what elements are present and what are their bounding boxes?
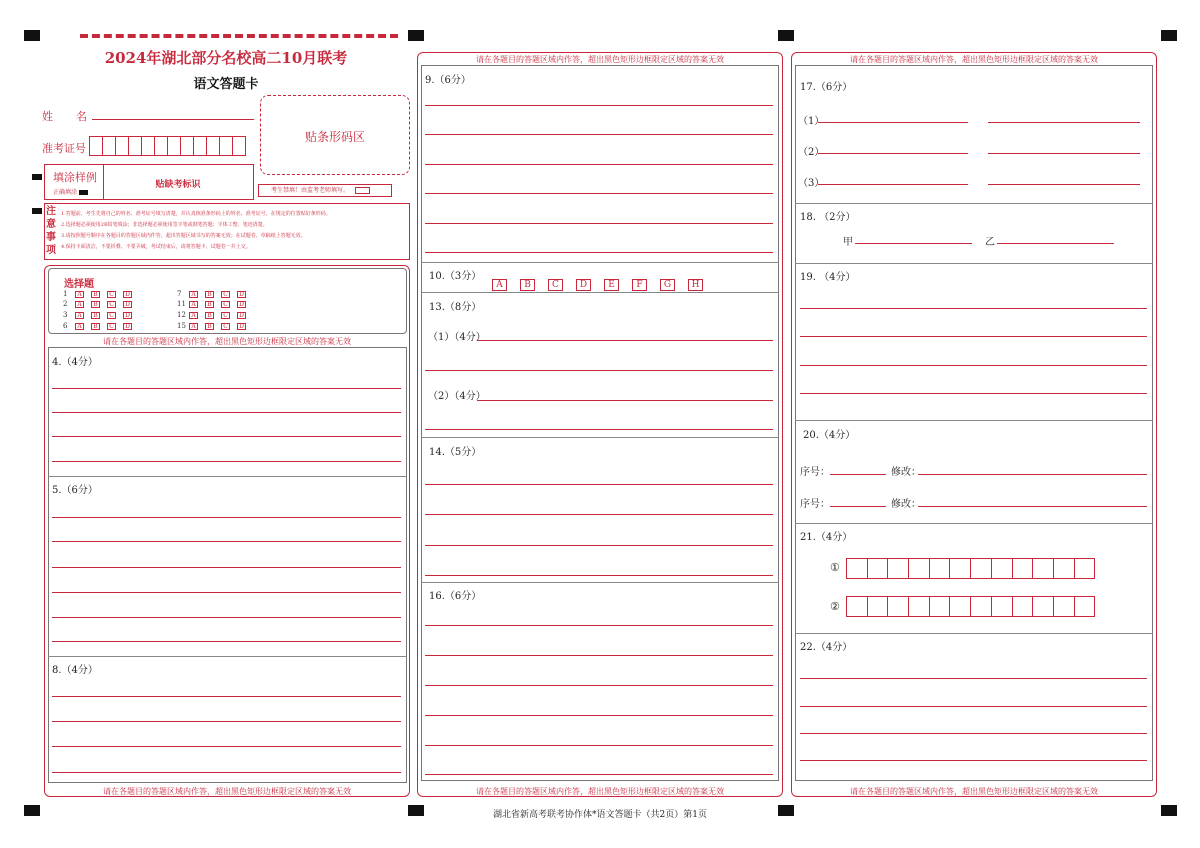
answer-line[interactable]: [425, 715, 773, 716]
section-divider: [421, 582, 779, 583]
choice-option-a[interactable]: A: [189, 291, 198, 298]
answer-line[interactable]: [52, 696, 401, 697]
answer-line[interactable]: [425, 685, 773, 686]
answer-line[interactable]: [988, 122, 1140, 123]
choice-option-b[interactable]: B: [205, 301, 214, 308]
choice-row[interactable]: 1 A B C D: [63, 290, 139, 298]
answer-grid-cell[interactable]: [1074, 596, 1096, 617]
side-mark: [32, 208, 42, 214]
answer-grid-cell[interactable]: [908, 596, 930, 617]
answer-line[interactable]: [997, 243, 1114, 244]
answer-grid-cell[interactable]: [1053, 596, 1075, 617]
name-input-line[interactable]: [92, 119, 254, 120]
answer-line[interactable]: [52, 388, 401, 389]
section-divider: [795, 633, 1153, 634]
col3-answer-box: [795, 65, 1153, 781]
answer-line[interactable]: [425, 575, 773, 576]
choice-option-b[interactable]: B: [91, 301, 100, 308]
boundary-warning: 请在各题目的答题区域内作答，超出黑色矩形边框限定区域的答案无效: [103, 337, 351, 346]
answer-grid-cell[interactable]: [867, 596, 889, 617]
q21-item-2: ②: [830, 600, 840, 613]
answer-line[interactable]: [52, 461, 401, 462]
barcode-label: 贴条形码区: [304, 130, 365, 144]
id-label: 准考证号: [42, 142, 86, 155]
answer-line[interactable]: [425, 774, 773, 775]
fill-example-label: 填涂样例: [53, 171, 97, 184]
section-divider: [795, 523, 1153, 524]
answer-grid-cell[interactable]: [970, 558, 992, 579]
q17-item-3: （3）: [798, 178, 825, 189]
id-digit-cell[interactable]: [167, 136, 181, 156]
answer-grid-cell[interactable]: [867, 558, 889, 579]
answer-line[interactable]: [425, 545, 773, 546]
choice-option-a[interactable]: A: [75, 301, 84, 308]
choice-option-c[interactable]: C: [107, 323, 116, 330]
q17-item-1: （1）: [798, 116, 825, 127]
q17-item-2: （2）: [798, 147, 825, 158]
answer-line[interactable]: [818, 153, 968, 154]
alignment-mark: [24, 30, 40, 41]
answer-line[interactable]: [988, 184, 1140, 185]
answer-line[interactable]: [800, 733, 1147, 734]
choice-option-a[interactable]: A: [75, 291, 84, 298]
q10-options[interactable]: [492, 272, 716, 291]
answer-grid-cell[interactable]: [887, 596, 909, 617]
id-digit-cell[interactable]: [154, 136, 168, 156]
answer-grid-cell[interactable]: [991, 558, 1013, 579]
answer-line[interactable]: [425, 370, 773, 371]
answer-line[interactable]: [918, 506, 1147, 507]
answer-line[interactable]: [425, 429, 773, 430]
q13-2-label: （2）（4分）: [428, 391, 486, 402]
section-divider: [795, 203, 1153, 204]
choice-row[interactable]: 15 A B C D: [177, 322, 253, 330]
id-digit-cell[interactable]: [180, 136, 194, 156]
choice-option-a[interactable]: A: [75, 312, 84, 319]
note-item: 4.保持卡面清洁，不要折叠、不要弄破，考试结束后，请将答题卡、试题卷一并上交。: [61, 244, 251, 250]
choice-option-d[interactable]: D: [123, 291, 132, 298]
choice-option-c[interactable]: C: [221, 312, 230, 319]
alignment-mark: [408, 30, 424, 41]
boundary-warning: 请在各题目的答题区域内作答，超出黑色矩形边框限定区域的答案无效: [850, 55, 1098, 64]
q21-item-1: ①: [830, 561, 840, 574]
answer-line[interactable]: [425, 514, 773, 515]
side-mark: [32, 174, 42, 180]
q14-title: 14.（5分）: [429, 447, 482, 458]
answer-grid-cell[interactable]: [1074, 558, 1096, 579]
choice-option-d[interactable]: D: [123, 301, 132, 308]
boundary-warning: 请在各题目的答题区域内作答，超出黑色矩形边框限定区域的答案无效: [850, 787, 1098, 796]
answer-line[interactable]: [830, 474, 886, 475]
answer-line[interactable]: [800, 706, 1147, 707]
answer-line[interactable]: [800, 365, 1147, 366]
answer-grid-cell[interactable]: [1053, 558, 1075, 579]
choice-option-b[interactable]: B: [91, 323, 100, 330]
choice-option-d[interactable]: D: [237, 323, 246, 330]
answer-line[interactable]: [425, 252, 773, 253]
q18-b-label: 乙: [985, 237, 995, 248]
answer-grid-cell[interactable]: [908, 558, 930, 579]
note-item: 3.请按照题号顺序在各题目的答题区域内作答，超出答题区域书写的答案无效；在试题卷、草稿纸上答题无效。: [61, 233, 306, 239]
notes-heading: 注 意 事 项: [46, 206, 56, 256]
id-digit-cell[interactable]: [219, 136, 233, 156]
answer-grid-cell[interactable]: [887, 558, 909, 579]
q19-title: 19. （4分）: [800, 272, 856, 283]
q10-option[interactable]: E: [604, 279, 619, 291]
q16-title: 16.（6分）: [429, 591, 482, 602]
answer-line[interactable]: [52, 617, 401, 618]
choice-option-d[interactable]: D: [123, 312, 132, 319]
alignment-mark: [1161, 805, 1177, 816]
q8-title: 8.（4分）: [52, 665, 98, 676]
q21-grid-1[interactable]: [847, 558, 1095, 579]
id-number-boxes[interactable]: [90, 136, 246, 156]
id-digit-cell[interactable]: [115, 136, 129, 156]
answer-grid-cell[interactable]: [949, 558, 971, 579]
q13-title: 13.（8分）: [429, 302, 482, 313]
answer-line[interactable]: [425, 655, 773, 656]
choice-option-a[interactable]: A: [189, 323, 198, 330]
id-digit-cell[interactable]: [232, 136, 246, 156]
answer-grid-cell[interactable]: [1032, 596, 1054, 617]
choice-option-c[interactable]: C: [221, 301, 230, 308]
col2-answer-box: [421, 65, 779, 781]
q18-a-label: 甲: [843, 237, 853, 248]
answer-line[interactable]: [800, 308, 1147, 309]
answer-grid-cell[interactable]: [991, 596, 1013, 617]
q10-option[interactable]: C: [548, 279, 563, 291]
answer-line[interactable]: [52, 772, 401, 773]
alignment-mark: [1161, 30, 1177, 41]
choice-option-a[interactable]: A: [75, 323, 84, 330]
answer-grid-cell[interactable]: [846, 558, 868, 579]
choice-option-b[interactable]: B: [205, 312, 214, 319]
note-item: 1.答题前，考生先将自己的姓名、准考证号填写清楚，并认真核准条形码上的姓名、准考证号，在规定的位置贴好条形码。: [61, 211, 331, 217]
choice-row[interactable]: 3 A B C D: [63, 311, 139, 319]
answer-grid-cell[interactable]: [1012, 558, 1034, 579]
q10-option[interactable]: F: [632, 279, 647, 291]
answer-line[interactable]: [52, 721, 401, 722]
q20-seq-label: 序号：: [800, 499, 830, 510]
fill-correct-label: 正确填涂: [53, 189, 78, 196]
answer-line[interactable]: [52, 436, 401, 437]
q10-option[interactable]: B: [520, 279, 535, 291]
q22-title: 22.（4分）: [800, 642, 853, 653]
page-footer: 湖北省新高考联考协作体*语文答题卡（共2页）第1页: [493, 810, 707, 820]
choice-option-c[interactable]: C: [107, 312, 116, 319]
boundary-warning: 请在各题目的答题区域内作答，超出黑色矩形边框限定区域的答案无效: [476, 55, 724, 64]
section-divider: [421, 292, 779, 293]
answer-grid-cell[interactable]: [949, 596, 971, 617]
choice-title: 选择题: [64, 279, 94, 290]
choice-option-b[interactable]: B: [91, 312, 100, 319]
section-divider: [48, 656, 407, 657]
answer-grid-cell[interactable]: [1012, 596, 1034, 617]
q9-title: 9.（6分）: [425, 75, 471, 86]
note-item: 2.选择题必须使用2B铅笔填涂；非选择题必须使用签字笔或钢笔答题；字体工整、笔迹清楚。: [61, 222, 268, 228]
answer-line[interactable]: [818, 184, 968, 185]
answer-line[interactable]: [988, 153, 1140, 154]
q10-option[interactable]: H: [688, 279, 703, 291]
answer-grid-cell[interactable]: [929, 558, 951, 579]
answer-line[interactable]: [425, 164, 773, 165]
section-divider: [421, 437, 779, 438]
answer-line[interactable]: [425, 625, 773, 626]
q5-title: 5.（6分）: [52, 485, 98, 496]
choice-option-d[interactable]: D: [237, 301, 246, 308]
answer-line[interactable]: [425, 745, 773, 746]
dashed-top-bar: [80, 34, 398, 38]
answer-line[interactable]: [800, 678, 1147, 679]
answer-line[interactable]: [425, 134, 773, 135]
absent-checkbox[interactable]: [355, 187, 370, 194]
boundary-warning: 请在各题目的答题区域内作答，超出黑色矩形边框限定区域的答案无效: [476, 787, 724, 796]
q13-1-label: （1）（4分）: [428, 332, 486, 343]
answer-grid-cell[interactable]: [929, 596, 951, 617]
q10-option[interactable]: G: [660, 279, 675, 291]
choice-row[interactable]: 12 A B C D: [177, 311, 253, 319]
choice-row[interactable]: 2 A B C D: [63, 300, 139, 308]
q4-title: 4.（4分）: [52, 357, 98, 368]
fill-example-box: [44, 164, 254, 200]
choice-option-c[interactable]: C: [221, 291, 230, 298]
answer-line[interactable]: [52, 412, 401, 413]
answer-line[interactable]: [425, 193, 773, 194]
exam-title: 2024年湖北部分名校高二10月联考: [104, 49, 348, 67]
q21-title: 21.（4分）: [800, 532, 853, 543]
barcode-area: [260, 95, 410, 175]
absent-mark-label: 贴缺考标识: [155, 180, 201, 190]
q20-fix-label: 修改：: [891, 467, 921, 478]
answer-line[interactable]: [52, 567, 401, 568]
card-title: 语文答题卡: [193, 77, 259, 92]
q10-option[interactable]: A: [492, 279, 507, 291]
q10-option[interactable]: D: [576, 279, 591, 291]
q17-title: 17.（6分）: [800, 82, 853, 93]
answer-line[interactable]: [425, 484, 773, 485]
choice-option-a[interactable]: A: [189, 312, 198, 319]
section-divider: [795, 420, 1153, 421]
answer-line[interactable]: [800, 760, 1147, 761]
answer-line[interactable]: [800, 393, 1147, 394]
answer-line[interactable]: [52, 541, 401, 542]
choice-option-d[interactable]: D: [123, 323, 132, 330]
boundary-warning: 请在各题目的答题区域内作答，超出黑色矩形边框限定区域的答案无效: [103, 787, 351, 796]
absent-note: 考生禁填！由监考老师填写。: [258, 184, 392, 197]
answer-line[interactable]: [818, 122, 968, 123]
answer-line[interactable]: [830, 506, 886, 507]
answer-line[interactable]: [800, 336, 1147, 337]
answer-line[interactable]: [855, 243, 972, 244]
choice-option-d[interactable]: D: [237, 291, 246, 298]
id-digit-cell[interactable]: [89, 136, 103, 156]
id-digit-cell[interactable]: [128, 136, 142, 156]
alignment-mark: [24, 805, 40, 816]
q18-title: 18. （2分）: [800, 212, 856, 223]
notes-list: [61, 209, 407, 253]
id-digit-cell[interactable]: [206, 136, 220, 156]
choice-row[interactable]: 7 A B C D: [177, 290, 253, 298]
answer-line[interactable]: [52, 592, 401, 593]
answer-grid-cell[interactable]: [970, 596, 992, 617]
answer-line[interactable]: [425, 105, 773, 106]
answer-line[interactable]: [52, 641, 401, 642]
q10-title: 10.（3分）: [429, 271, 482, 282]
answer-line[interactable]: [52, 517, 401, 518]
choice-option-a[interactable]: A: [189, 301, 198, 308]
q20-seq-label: 序号：: [800, 467, 830, 478]
choice-row[interactable]: 11 A B C D: [177, 300, 253, 308]
choice-option-b[interactable]: B: [205, 291, 214, 298]
answer-line[interactable]: [918, 474, 1147, 475]
choice-option-c[interactable]: C: [107, 291, 116, 298]
fill-correct-sample: [79, 190, 88, 195]
choice-row[interactable]: 6 A B C D: [63, 322, 139, 330]
section-divider: [48, 476, 407, 477]
answer-grid-cell[interactable]: [1032, 558, 1054, 579]
answer-line[interactable]: [477, 340, 773, 341]
choice-option-b[interactable]: B: [91, 291, 100, 298]
choice-option-d[interactable]: D: [237, 312, 246, 319]
choice-option-c[interactable]: C: [107, 301, 116, 308]
answer-line[interactable]: [477, 400, 773, 401]
answer-grid-cell[interactable]: [846, 596, 868, 617]
notes-box: [44, 203, 410, 260]
id-digit-cell[interactable]: [141, 136, 155, 156]
section-divider: [421, 262, 779, 263]
section-divider: [795, 263, 1153, 264]
answer-line[interactable]: [52, 746, 401, 747]
choice-option-b[interactable]: B: [205, 323, 214, 330]
q20-title: 20.（4分）: [803, 430, 856, 441]
answer-line[interactable]: [425, 223, 773, 224]
id-digit-cell[interactable]: [193, 136, 207, 156]
q21-grid-2[interactable]: [847, 596, 1095, 617]
name-label: 姓 名: [42, 110, 93, 123]
alignment-mark: [778, 30, 794, 41]
choice-option-c[interactable]: C: [221, 323, 230, 330]
id-digit-cell[interactable]: [102, 136, 116, 156]
q20-fix-label: 修改：: [891, 499, 921, 510]
